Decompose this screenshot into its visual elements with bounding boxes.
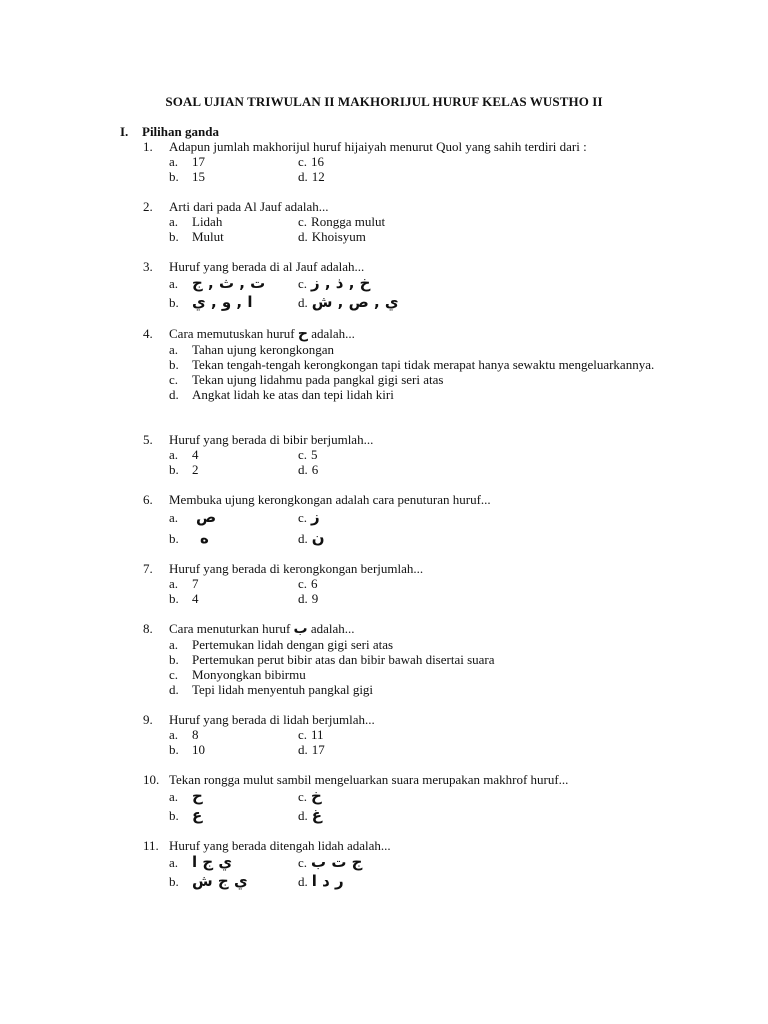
option-c: c. ج ت ب <box>298 853 363 871</box>
question-6: 6. Membuka ujung kerongkongan adalah cara penuturan huruf... a. ص c. ز b. ه d. ن <box>143 492 663 549</box>
arabic-letter: ح <box>297 326 308 342</box>
option-c: c. 16 <box>298 154 325 169</box>
question-9: 9. Huruf yang berada di lidah berjumlah... a. 8 c. 11 b. 10 d. 17 <box>143 712 663 757</box>
option-d: d. ر د ا <box>298 872 344 890</box>
option-a: a. ح <box>169 787 203 805</box>
option-d: d. 12 <box>298 169 325 184</box>
option-d: d. 9 <box>298 591 319 606</box>
option-c: c. ز <box>298 507 320 526</box>
question-number: 1. <box>143 139 153 154</box>
section-label: Pilihan ganda <box>142 124 219 139</box>
option-c: c. خ , ذ , ز <box>298 274 371 292</box>
question-text: Arti dari pada Al Jauf adalah... <box>169 199 329 214</box>
section-number: I. <box>120 124 129 139</box>
option-a: a. 7 <box>169 576 199 591</box>
question-text: Cara menuturkan huruf ب adalah... <box>169 621 355 637</box>
question-text: Huruf yang berada ditengah lidah adalah... <box>169 838 391 853</box>
question-text: Membuka ujung kerongkongan adalah cara penuturan huruf... <box>169 492 491 507</box>
arabic-letter: ب <box>293 621 308 637</box>
option-d: d. Angkat lidah ke atas dan tepi lidah kiri <box>169 387 394 402</box>
option-d: d. ن <box>298 528 325 547</box>
option-a: a. ي ج ا <box>169 853 233 871</box>
option-b: b. ع <box>169 806 203 824</box>
question-text: Huruf yang berada di lidah berjumlah... <box>169 712 375 727</box>
option-d: d. غ <box>298 806 322 824</box>
option-c: c. Rongga mulut <box>298 214 386 229</box>
question-text: Cara memutuskan huruf ح adalah... <box>169 326 355 342</box>
option-b: b. ا , و , ي <box>169 293 253 311</box>
option-d: d. 6 <box>298 462 319 477</box>
option-a: a. 8 <box>169 727 199 742</box>
question-3: 3. Huruf yang berada di al Jauf adalah... a. ت , ث , ج c. خ , ذ , ز b. ا , و , ي d. ي , ص , ش <box>143 259 663 312</box>
option-d: d. Khoisyum <box>298 229 366 244</box>
question-11: 11. Huruf yang berada ditengah lidah adalah... a. ي ج ا c. ج ت ب b. ي ج ش d. ر د ا <box>143 838 663 891</box>
question-4: 4. Cara memutuskan huruf ح adalah... a. Tahan ujung kerongkongan b. Tekan tengah-tengah kerongkongan tapi tidak merapat hanya sewaktu mengeluarkannya. c. Tekan ujung lidahmu pada pangkal gigi seri atas d. Angkat lidah ke atas dan tepi lidah kiri <box>143 326 663 402</box>
option-c: c. خ <box>298 787 322 805</box>
question-text: Huruf yang berada di bibir berjumlah... <box>169 432 374 447</box>
option-c: c. 6 <box>298 576 318 591</box>
question-8: 8. Cara menuturkan huruf ب adalah... a. Pertemukan lidah dengan gigi seri atas b. Pertemukan perut bibir atas dan bibir bawah disertai suara c. Monyongkan bibirmu d. Tepi lidah menyentuh pangkal gigi <box>143 621 663 697</box>
question-text: Adapun jumlah makhorijul huruf hijaiyah menurut Quol yang sahih terdiri dari : <box>169 139 587 154</box>
option-a: a. Tahan ujung kerongkongan <box>169 342 335 357</box>
option-b: b. ي ج ش <box>169 872 248 890</box>
option-c: c. 11 <box>298 727 324 742</box>
question-1 <box>143 139 663 184</box>
question-text: Tekan rongga mulut sambil mengeluarkan suara merupakan makhrof huruf... <box>169 772 569 787</box>
option-a: a. ص <box>169 507 217 526</box>
option-d: d. Tepi lidah menyentuh pangkal gigi <box>169 682 374 697</box>
option-b: b. Pertemukan perut bibir atas dan bibir bawah disertai suara <box>169 652 495 667</box>
option-d: d. 17 <box>298 742 325 757</box>
option-b: b. 2 <box>169 462 199 477</box>
option-a: a. 4 <box>169 447 199 462</box>
question-text: Huruf yang berada di kerongkongan berjumlah... <box>169 561 424 576</box>
option-b: b. Mulut <box>169 229 224 244</box>
option-b: b. Tekan tengah-tengah kerongkongan tapi tidak merapat hanya sewaktu mengeluarkannya. <box>169 357 655 372</box>
option-b: b. 15 <box>169 169 205 184</box>
option-a: a. ت , ث , ج <box>169 274 266 292</box>
option-a: a. Lidah <box>169 214 223 229</box>
option-b: b. 10 <box>169 742 205 757</box>
option-b: b. ه <box>169 528 209 547</box>
option-c: c. Tekan ujung lidahmu pada pangkal gigi seri atas <box>169 372 444 387</box>
option-d: d. ي , ص , ش <box>298 293 399 311</box>
option-c: c. Monyongkan bibirmu <box>169 667 306 682</box>
option-c: c. 5 <box>298 447 318 462</box>
section-heading <box>120 124 219 139</box>
option-b: b. 4 <box>169 591 199 606</box>
question-10: 10. Tekan rongga mulut sambil mengeluarkan suara merupakan makhrof huruf... a. ح c. خ b. ع d. غ <box>143 772 663 825</box>
option-a: a. Pertemukan lidah dengan gigi seri atas <box>169 637 394 652</box>
question-7: 7. Huruf yang berada di kerongkongan berjumlah... a. 7 c. 6 b. 4 d. 9 <box>143 561 663 606</box>
question-2: 2. Arti dari pada Al Jauf adalah... a. Lidah c. Rongga mulut b. Mulut d. Khoisyum <box>143 199 663 244</box>
document-title: SOAL UJIAN TRIWULAN II MAKHORIJUL HURUF KELAS WUSTHO II <box>165 94 603 109</box>
question-5: 5. Huruf yang berada di bibir berjumlah... a. 4 c. 5 b. 2 d. 6 <box>143 432 663 477</box>
question-text: Huruf yang berada di al Jauf adalah... <box>169 259 365 274</box>
option-a: a. 17 <box>169 154 205 169</box>
